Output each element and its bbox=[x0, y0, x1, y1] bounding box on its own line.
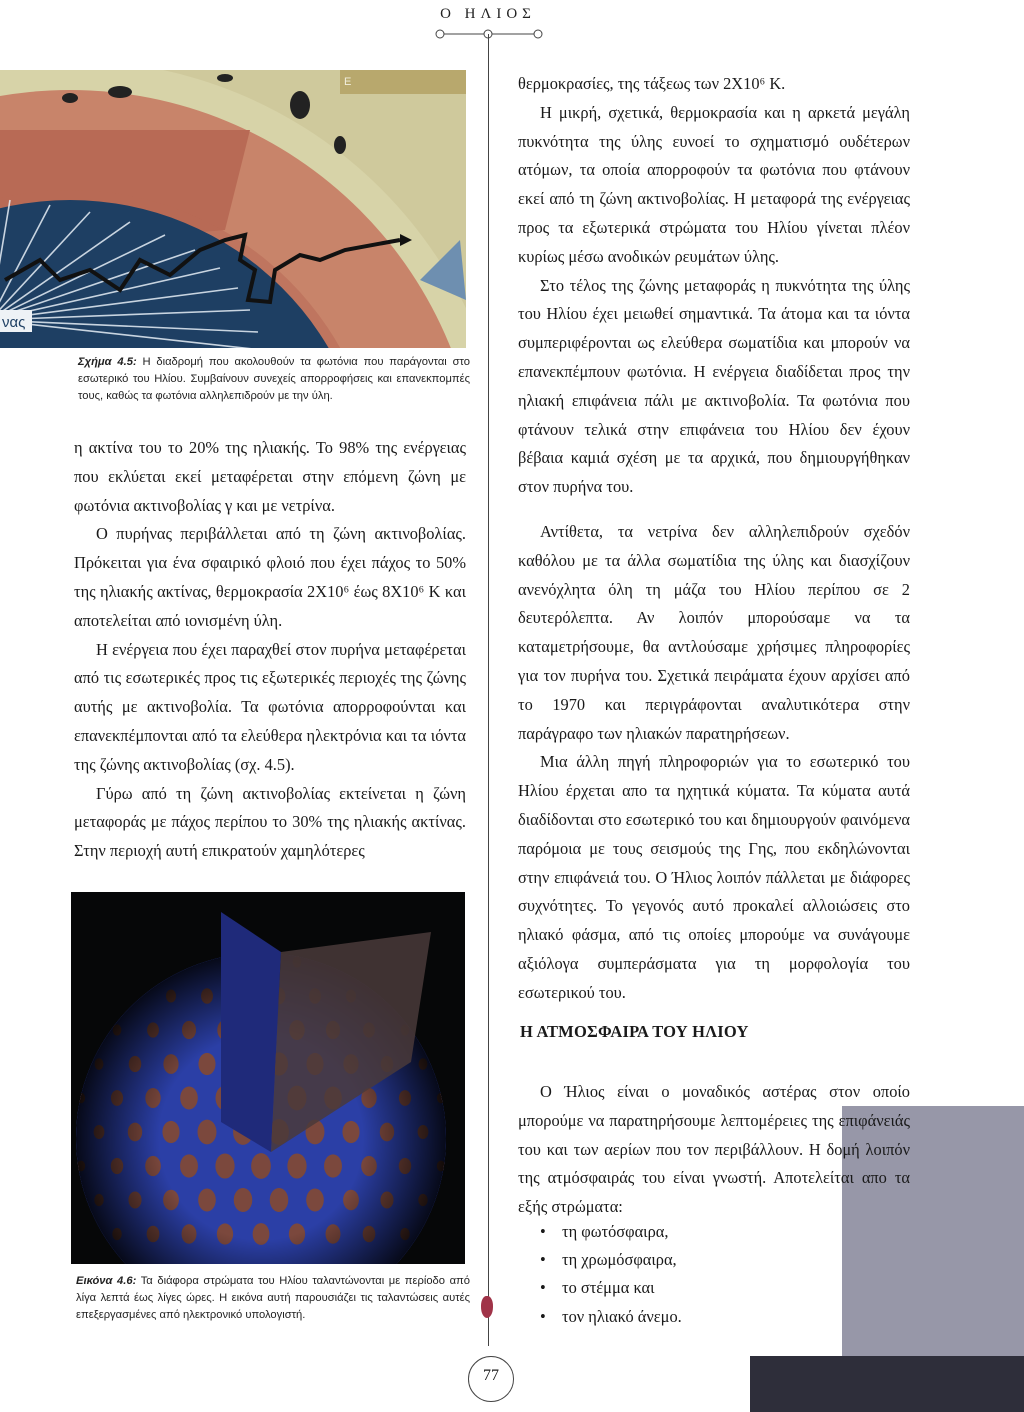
column-divider bbox=[488, 34, 489, 1346]
paragraph: Στο τέλος της ζώνης μεταφοράς η πυκνότητα της ύλης του Ηλίου έχει μειωθεί σημαντικά. Τα άτομα και τα ιόντα συμπεριφέρονται ως ελεύθερα σωματίδια και μπορούν να επανεκπέμπουν φωτόνια. Η ενέργεια διαδίδεται προς την ηλιακή επιφάνεια πάλι με ακτινοβολία. Τα φωτόνια που φτάνουν τελικά στην επιφάνεια του Ηλίου δεν έχουν βέβαια καμιά σχέση με τα αρχικά, που δημιουργήθηκαν στον πυρήνα του. bbox=[518, 275, 910, 497]
running-title: Ο ΗΛΙΟΣ bbox=[440, 6, 536, 22]
inset-label: Ε bbox=[344, 76, 352, 88]
right-column-top bbox=[518, 70, 910, 502]
paragraph: Μια άλλη πηγή πληροφοριών για το εσωτερικό του Ηλίου έρχεται απο τα ηχητικά κύματα. Τα κύματα αυτά διαδίδονται στο εσωτερικό του και δημιουργούν φαινόμενα παρόμοια με τους σεισμούς της Γης, που εκδηλώνονται στην επιφάνειά του. Ο Ήλιος λοιπόν πάλλεται με διάφορες συχνότητες. Το γεγονός αυτό προκαλεί αλλοιώσεις στο ηλιακό φάσμα, από τις οποίες μπορούμε να συνάγουμε αξιόλογα συμπεράσματα για τη μορφολογία του εσωτερικού του. bbox=[518, 752, 910, 1002]
paragraph: Ο Ήλιος είναι ο μοναδικός αστέρας στον οποίο μπορούμε να παρατηρήσουμε λεπτομέρειες της επιφάνειάς του και των αερίων που τον περιβάλλουν. Η δομή λοιπόν της ατμόσφαιράς του είναι γνωστή. Αποτελείται απο τα εξής στρώματα: bbox=[518, 1082, 910, 1217]
figure-caption bbox=[78, 354, 470, 405]
header-ornament bbox=[434, 26, 544, 42]
paragraph: Η ενέργεια που έχει παραχθεί στον πυρήνα μεταφέρεται από τις εσωτερικές προς τις εξωτερικές περιοχές της ζώνης αυτής με ακτινοβολία. Τα φωτόνια απορροφούνται και επανεκπέμπονται από τα ελεύθερα ηλεκτρόνια και τα ιόντα της ζώνης ακτινοβολίας (σχ. 4.5). bbox=[74, 639, 466, 774]
caption-label: Εικόνα 4.6: bbox=[76, 1275, 137, 1287]
oscillation-cell bbox=[79, 1027, 84, 1034]
cutaway-face-left bbox=[221, 912, 281, 1152]
paragraph: Η μικρή, σχετικά, θερμοκρασία και η αρκετά μεγάλη πυκνότητα της ύλης ευνοεί το σχηματισμό ουδέτερων ατόμων, τα οποία απορροφούν τα φωτόνια που φτάνουν εκεί από τη ζώνη ακτινοβολίας. Η μεταφορά της ενέργειας προς τα εξωτερικά στρώματα του Ηλίου γίνεται πλέον κυρίως μέσω ανοδικών ρευμάτων ύλης. bbox=[518, 102, 910, 266]
list-item: • τον ηλιακό άνεμο. bbox=[540, 1306, 682, 1326]
oscillation-cell bbox=[439, 959, 444, 966]
right-column-middle bbox=[518, 518, 910, 1008]
side-label: νας bbox=[2, 314, 26, 331]
paragraph: Γύρω από τη ζώνη ακτινοβολίας εκτείνεται η ζώνη μεταφοράς με πάχος περίπου το 30% της ηλιακής ακτίνας. Στην περιοχή αυτή επικρατούν χαμηλότερες bbox=[74, 783, 466, 861]
oscillation-cell bbox=[438, 1230, 443, 1237]
paragraph: θερμοκρασίες, της τάξεως των 2X10⁶ K. bbox=[518, 74, 786, 93]
figure-caption bbox=[76, 1273, 470, 1324]
caption-label: Σχήμα 4.5: bbox=[78, 356, 137, 368]
oscillation-cell bbox=[79, 959, 84, 966]
figure-solar-oscillations bbox=[71, 892, 465, 1264]
figure-photon-path bbox=[0, 70, 466, 348]
list-item: • τη χρωμόσφαιρα, bbox=[540, 1250, 677, 1270]
caption-text: Τα διάφορα στρώματα του Ηλίου ταλαντώνονται με περίοδο από λίγα λεπτά έως λίγες ώρες. Η εικόνα αυτή παρουσιάζει τις ταλαντώσεις αυτές επεξεργασμένες από ηλεκτρονικό υπολογιστή. bbox=[76, 1275, 470, 1321]
section-heading: Η ΑΤΜΟΣΦΑΙΡΑ ΤΟΥ ΗΛΙΟΥ bbox=[520, 1022, 749, 1041]
list-item: • το στέμμα και bbox=[540, 1278, 655, 1298]
paragraph: Ο πυρήνας περιβάλλεται από τη ζώνη ακτινοβολίας. Πρόκειται για ένα σφαιρικό φλοιό που έχει πάχος το 50% της ηλιακής ακτίνας, θερμοκρασία 2X10⁶ έως 8X10⁶ K και αποτελείται από ιονισμένη ύλη. bbox=[74, 524, 466, 630]
oscillation-cell bbox=[457, 1197, 462, 1204]
decorative-corner-block bbox=[750, 1356, 1024, 1412]
paragraph: Αντίθετα, τα νετρίνα δεν αλληλεπιδρούν σχεδόν καθόλου με τα άλλα σωματίδια της ύλης και διασχίζουν ανενόχλητα όλη τη μάζα του Ηλίου περίπου σε 2 δευτερόλεπτα. Αν λοιπόν μπορούσαμε να τα καταμετρήσουμε, θα αντλούσαμε χρήσιμες πληροφορίες για τον πυρήνα του. Σχετικά πειράματα έχουν αρχίσει από το 1970 και περιγράφονται αναλυτικότερα στην παράγραφο των ηλιακών παρατηρήσεων. bbox=[518, 522, 910, 743]
right-column-bottom bbox=[518, 1078, 910, 1222]
oscillation-cell bbox=[131, 991, 138, 1001]
oscillation-cell bbox=[150, 959, 155, 966]
oscillation-cell bbox=[115, 959, 120, 966]
paragraph: η ακτίνα του το 20% της ηλιακής. Το 98% της ενέργειας που εκλύεται εκεί μεταφέρεται στην επόμενη ζώνη με φωτόνια ακτινοβολίας γ και με νετρίνα. bbox=[74, 438, 466, 515]
caption-text: Η διαδρομή που ακολουθούν τα φωτόνια που παράγονται στο εσωτερικό του Ηλίου. Συμβαίνουν συνεχείς απορροφήσεις και επανεκπομπές τους, καθώς τα φωτόνια αλληλεπιδρούν με την ύλη. bbox=[78, 356, 470, 402]
oscillation-cell bbox=[185, 957, 192, 967]
oscillation-cell bbox=[457, 993, 462, 1000]
oscillation-cell bbox=[439, 1027, 444, 1034]
list-item: • τη φωτόσφαιρα, bbox=[540, 1222, 669, 1241]
oscillation-cell bbox=[456, 1128, 462, 1136]
page-number: 77 bbox=[483, 1367, 499, 1384]
oscillation-cell bbox=[97, 993, 102, 1000]
decorative-mark bbox=[481, 1296, 493, 1318]
oscillation-cell bbox=[78, 1230, 83, 1237]
atmosphere-layers-list bbox=[540, 1218, 840, 1331]
inset-label-box bbox=[340, 70, 466, 94]
left-column bbox=[74, 434, 466, 866]
oscillation-cell bbox=[457, 1061, 462, 1068]
